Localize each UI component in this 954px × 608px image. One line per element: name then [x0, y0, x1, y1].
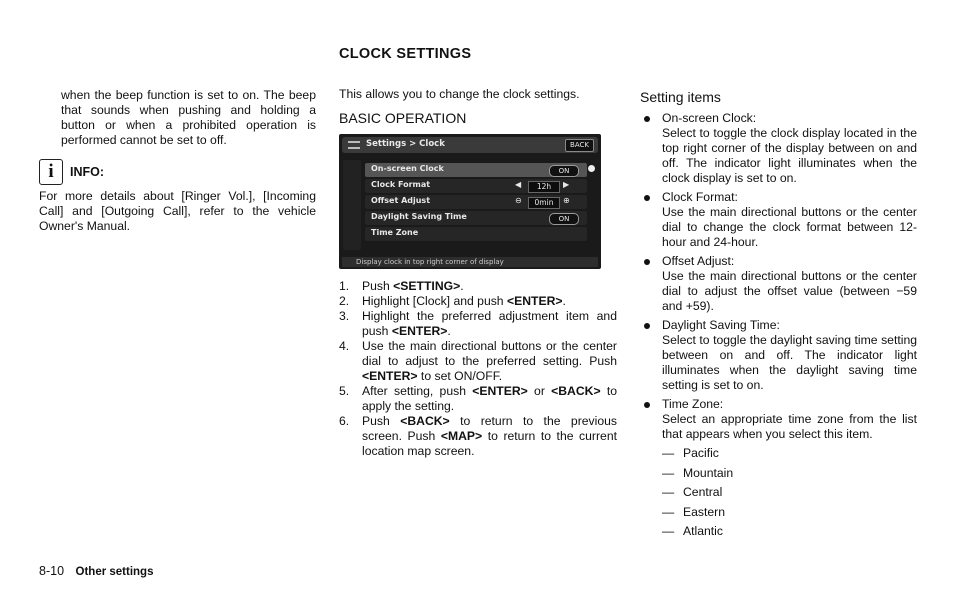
right-column — [640, 89, 917, 544]
screen-header — [342, 137, 598, 153]
basic-operation-heading: BASIC OPERATION — [339, 110, 467, 126]
step-item: 2. Highlight [Clock] and push <ENTER>. — [339, 294, 566, 308]
setting-item: Time Zone: Select an appropriate time zone from the list that appears when you select this item. — Pacific — Mountain — Central — Eastern — Atlantic — [640, 397, 917, 539]
screen-sidebar — [343, 160, 361, 250]
step-item: 5. After setting, push <ENTER> or <BACK> to apply the setting. — [339, 384, 617, 413]
row-daylight-saving[interactable] — [365, 211, 587, 225]
offset-value: 0min — [528, 197, 560, 209]
intro-paragraph: This allows you to change the clock settings. — [339, 87, 580, 101]
footer-section: Other settings — [75, 566, 154, 578]
row-label: On-screen Clock — [371, 164, 444, 173]
setting-item: On-screen Clock: Select to toggle the clock display located in the top right corner of the display between on and off. The indicator light illuminates when the clock display is set to on. — [640, 111, 917, 186]
setting-item: Offset Adjust: Use the main directional buttons or the center dial to adjust the offset value (between −59 and +59). — [640, 254, 917, 314]
screen-title: Settings > Clock — [366, 139, 445, 149]
bullet-icon — [644, 259, 650, 265]
section-title: CLOCK SETTINGS — [339, 46, 472, 62]
time-zone-item: — Central — [662, 485, 723, 499]
row-label: Offset Adjust — [371, 196, 431, 205]
info-icon: i — [39, 159, 63, 185]
on-toggle[interactable]: ON — [549, 165, 579, 177]
bullet-icon — [644, 116, 650, 122]
page-number: 8-10 — [39, 564, 65, 578]
setting-items-heading: Setting items — [640, 89, 721, 105]
row-time-zone[interactable] — [365, 227, 587, 241]
bullet-icon — [644, 402, 650, 408]
row-label: Time Zone — [371, 228, 419, 237]
time-zone-item: — Atlantic — [662, 524, 723, 538]
on-toggle[interactable]: ON — [549, 213, 579, 225]
plus-icon[interactable]: ⊕ — [563, 196, 570, 205]
minus-icon[interactable]: ⊖ — [515, 196, 522, 205]
clock-format-value: 12h — [528, 181, 560, 193]
indicator-light-icon — [588, 165, 595, 172]
setting-items-list — [640, 111, 917, 539]
time-zone-list — [662, 446, 917, 539]
time-zone-item: — Eastern — [662, 504, 726, 519]
left-column — [39, 88, 316, 234]
middle-column — [339, 87, 617, 459]
info-heading — [39, 159, 316, 185]
bullet-icon — [644, 195, 650, 201]
screen-status-bar: Display clock in top right corner of display — [342, 257, 598, 267]
page-footer — [39, 564, 153, 578]
beep-paragraph: when the beep function is set to on. The beep that sounds when pushing and holding a button or when a prohibited operation is performed cannot be set to off. — [61, 88, 316, 147]
time-zone-item: — Mountain — [662, 465, 734, 480]
clock-settings-screen — [339, 134, 601, 269]
row-label: Daylight Saving Time — [371, 212, 467, 221]
row-on-screen-clock[interactable] — [365, 163, 587, 177]
setting-item: Clock Format: Use the main directional buttons or the center dial to change the clock format between 12-hour and 24-hour. — [640, 190, 917, 250]
setting-item: Daylight Saving Time: Select to toggle the daylight saving time setting between on and off. The indicator light illuminates when the daylight saving time setting is set to on. — [640, 318, 917, 393]
right-arrow-icon[interactable]: ▶ — [563, 180, 570, 189]
bullet-icon — [644, 323, 650, 329]
info-paragraph: For more details about [Ringer Vol.], [Incoming Call] and [Outgoing Call], refer to the vehicle Owner's Manual. — [39, 189, 316, 233]
step-item: 6. Push <BACK> to return to the previous screen. Push <MAP> to return to the current location map screen. — [339, 414, 617, 458]
step-item: 3. Highlight the preferred adjustment item and push <ENTER>. — [339, 309, 617, 338]
step-item: 4. Use the main directional buttons or the center dial to adjust to the preferred setting. Push <ENTER> to set ON/OFF. — [339, 339, 617, 383]
time-zone-item: — Pacific — [662, 446, 719, 460]
row-clock-format[interactable] — [365, 179, 587, 193]
menu-icon — [348, 141, 360, 149]
step-item: 1. Push <SETTING>. — [339, 279, 464, 293]
info-label: INFO: — [70, 165, 105, 179]
left-arrow-icon[interactable]: ◀ — [515, 180, 522, 189]
steps-list — [339, 279, 617, 459]
row-label: Clock Format — [371, 180, 431, 189]
row-offset-adjust[interactable] — [365, 195, 587, 209]
back-button[interactable]: BACK — [565, 139, 594, 152]
